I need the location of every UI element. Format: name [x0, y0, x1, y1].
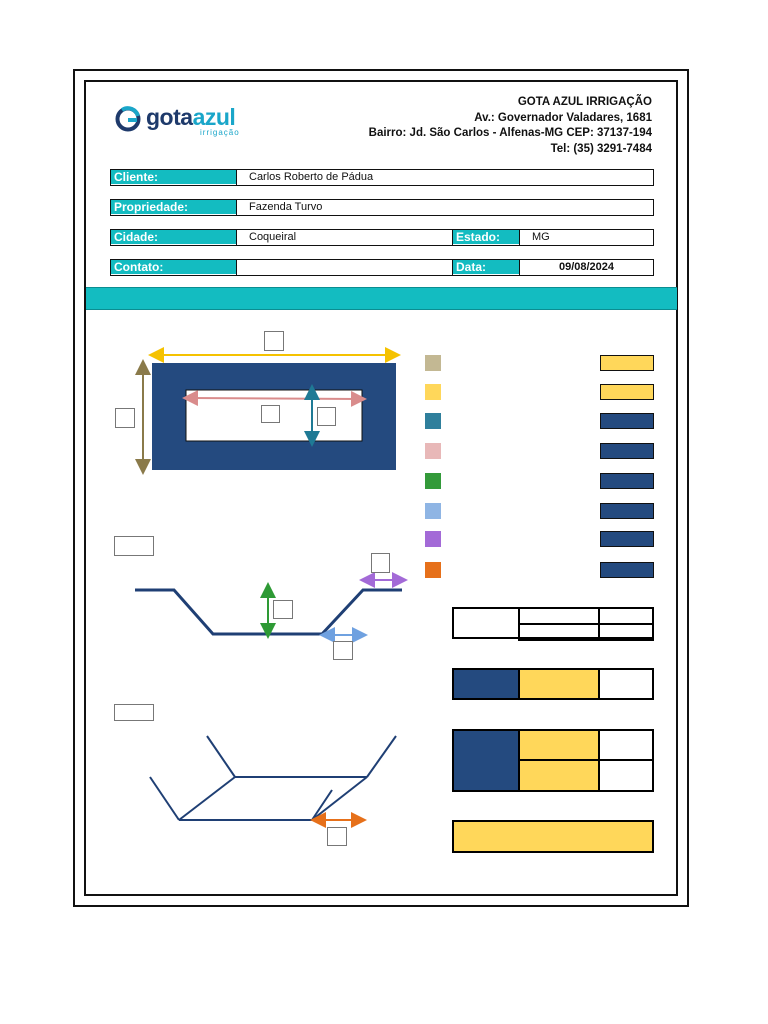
perspective-view-diagram	[150, 736, 396, 820]
inner-length-input-box[interactable]	[261, 405, 280, 423]
section-title-box[interactable]	[114, 536, 154, 556]
cliente-field[interactable]: Carlos Roberto de Pádua	[236, 169, 654, 186]
legend-swatch	[425, 562, 441, 578]
legend-swatch	[425, 355, 441, 371]
company-phone: Tel: (35) 3291-7484	[550, 142, 652, 155]
inner-length-arrow-pink	[190, 398, 359, 399]
legend-swatch	[425, 384, 441, 400]
estado-field[interactable]: MG	[519, 229, 654, 246]
total-box	[452, 820, 654, 853]
legend-swatch	[425, 443, 441, 459]
legend-swatch	[425, 531, 441, 547]
summary-table-2	[452, 668, 654, 700]
cliente-label: Cliente:	[111, 170, 236, 184]
contato-label: Contato:	[111, 260, 236, 274]
table2-navy-cell	[454, 670, 518, 698]
data-field[interactable]: 09/08/2024	[519, 259, 654, 276]
legend-value-box	[600, 384, 654, 400]
summary-table-3	[452, 729, 654, 792]
table3-yellow-cell	[518, 761, 600, 790]
length-input-box[interactable]	[264, 331, 284, 351]
logo-word-gota: gota	[146, 104, 193, 130]
width-input-box[interactable]	[115, 408, 135, 428]
table3-yellow-cell	[518, 731, 600, 761]
bottom-input-box[interactable]	[327, 827, 347, 846]
perspective-title-box[interactable]	[114, 704, 154, 721]
legend-value-box	[600, 355, 654, 371]
estado-label: Estado:	[453, 230, 519, 244]
table1-cell	[518, 623, 600, 641]
legend-swatch	[425, 503, 441, 519]
company-name: GOTA AZUL IRRIGAÇÃO	[517, 96, 652, 108]
legend-swatch	[425, 413, 441, 429]
logo-word-azul: azul	[192, 104, 236, 130]
propriedade-field[interactable]: Fazenda Turvo	[236, 199, 654, 216]
depth-input-box[interactable]	[273, 600, 293, 619]
section-view-diagram	[135, 580, 402, 635]
cidade-field[interactable]: Coqueiral	[236, 229, 453, 246]
crest-input-box[interactable]	[371, 553, 390, 573]
legend-value-box	[600, 531, 654, 547]
legend-value-box	[600, 473, 654, 489]
table3-divider	[600, 759, 652, 761]
propriedade-label: Propriedade:	[111, 200, 236, 214]
company-address: Av.: Governador Valadares, 1681	[474, 111, 652, 124]
data-label: Data:	[453, 260, 519, 274]
legend-value-box	[600, 413, 654, 429]
slope-input-box[interactable]	[333, 641, 353, 660]
legend-value-box	[600, 503, 654, 519]
logo-subtitle: irrigação	[200, 128, 240, 137]
table2-yellow-cell	[518, 670, 600, 698]
legend-value-box	[600, 443, 654, 459]
cidade-label: Cidade:	[111, 230, 236, 244]
table3-navy-cell	[454, 731, 518, 790]
company-district: Bairro: Jd. São Carlos - Alfenas-MG CEP: 37137-194	[368, 127, 652, 139]
inner-width-input-box[interactable]	[317, 407, 336, 426]
legend-swatch	[425, 473, 441, 489]
legend-value-box	[600, 562, 654, 578]
table1-cell	[598, 623, 654, 641]
summary-table-1	[452, 607, 654, 639]
